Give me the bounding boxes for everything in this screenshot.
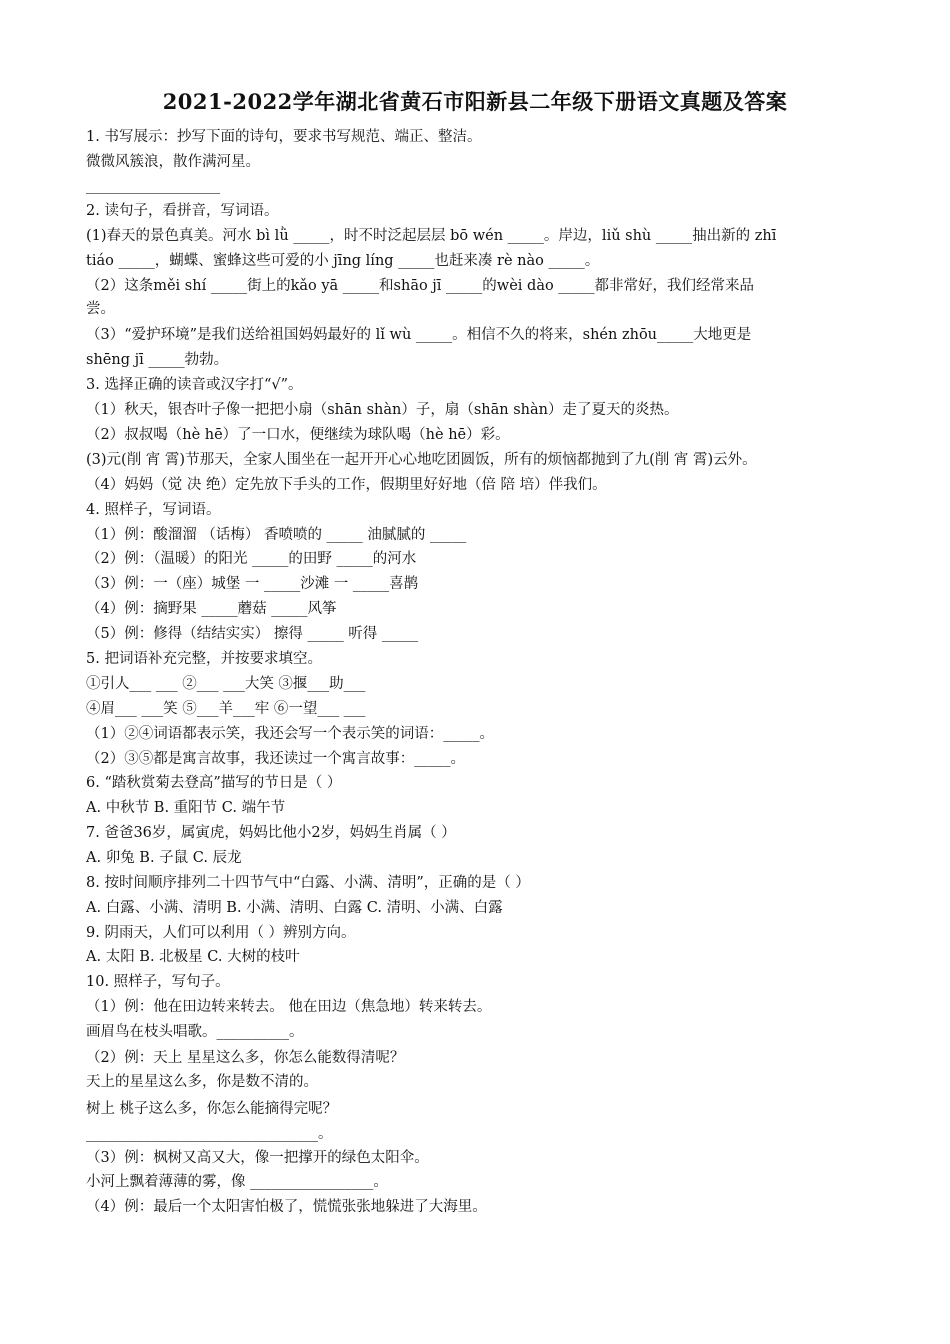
question-text: （1）秋天，银杏叶子像一把把小扇（shān shàn）子，扇（shān shàn）走了夏天的炎热。 (86, 402, 679, 418)
page-title: 2021-2022学年湖北省黄石市阳新县二年级下册语文真题及答案 (162, 89, 788, 114)
question-4: 4. 照样子，写词语。 (86, 502, 221, 518)
question-text: 天上的星星这么多，你是数不清的。 (86, 1074, 318, 1090)
question-5: 5. 把词语补充完整，并按要求填空。 (86, 651, 322, 667)
question-text: （3）“爱护环境”是我们送给祖国妈妈最好的 lǐ wù _____。相信不久的将来，shén zhōu_____大地更是 (86, 327, 752, 343)
answer-options: A. 白露、小满、清明 B. 小满、清明、白露 C. 清明、小满、白露 (86, 900, 503, 916)
question-text: （2）例：（温暖）的阳光 _____的田野 _____的河水 (86, 551, 417, 567)
question-8: 8. 按时间顺序排列二十四节气中“白露、小满、清明”，正确的是（ ） (86, 875, 530, 891)
answer-options: A. 太阳 B. 北极星 C. 大树的枝叶 (86, 949, 300, 965)
question-text: （2）这条měi shí _____街上的kǎo yā _____和shāo jī _____的wèi dào _____都非常好，我们经常来品 (86, 278, 755, 294)
question-1: 1. 书写展示：抄写下面的诗句，要求书写规范、端正、整洁。 (86, 129, 482, 145)
answer-options: A. 中秋节 B. 重阳节 C. 端午节 (86, 800, 286, 816)
question-text: 画眉鸟在枝头唱歌。__________。 (86, 1024, 304, 1040)
question-text: （2）③⑤都是寓言故事，我还读过一个寓言故事：_____。 (86, 751, 465, 767)
question-text: （3）例：枫树又高又大，像一把撑开的绿色太阳伞。 (86, 1150, 429, 1166)
answer-options: A. 卯兔 B. 子鼠 C. 辰龙 (86, 850, 242, 866)
question-text: ①引人___ ___ ②___ ___大笑 ③揠___助___ (86, 676, 366, 692)
question-text: （4）妈妈（觉 决 绝）定先放下手头的工作，假期里好好地（倍 陪 培）伴我们。 (86, 477, 607, 493)
question-9: 9. 阴雨天，人们可以利用（ ）辨别方向。 (86, 925, 356, 941)
poem-line: 微微风簇浪，散作满河星。 (86, 154, 260, 170)
question-text: （5）例：修得（结结实实） 擦得 _____ 听得 _____ (86, 626, 419, 642)
question-text: 树上 桃子这么多，你怎么能摘得完呢？ (86, 1101, 338, 1117)
question-text: （2）例：天上 星星这么多，你怎么能数得清呢？ (86, 1050, 405, 1066)
question-text: （1）例：酸溜溜 （话梅） 香喷喷的 _____ 油腻腻的 _____ (86, 527, 467, 543)
question-3: 3. 选择正确的读音或汉字打“√”。 (86, 377, 303, 393)
question-text: (3)元(削 宵 霄)节那天，全家人围坐在一起开开心心地吃团圆饭，所有的烦恼都抛到了九(削 宵 霄)云外。 (86, 452, 757, 468)
question-10: 10. 照样子，写句子。 (86, 974, 230, 990)
answer-blank: ________________________________。 (86, 1126, 333, 1142)
question-text: （1）例：他在田边转来转去。 他在田边（焦急地）转来转去。 (86, 999, 492, 1015)
question-text: 尝。 (86, 301, 115, 317)
question-text: ④眉___ ___笑 ⑤___羊___牢 ⑥一望___ ___ (86, 701, 366, 717)
question-text: 小河上飘着薄薄的雾，像 _________________。 (86, 1174, 388, 1190)
question-text: （4）例：最后一个太阳害怕极了，慌慌张张地躲进了大海里。 (86, 1199, 487, 1215)
question-6: 6. “踏秋赏菊去登高”描写的节日是（ ） (86, 775, 342, 791)
question-text: (1)春天的景色真美。河水 bì lǜ _____，时不时泛起层层 bō wén _____。岸边，liǔ shù _____抽出新的 zhī (86, 228, 777, 244)
question-text: （2）叔叔喝（hè hē）了一口水，便继续为球队喝（hè hē）彩。 (86, 427, 510, 443)
question-text: （1）②④词语都表示笑，我还会写一个表示笑的词语：_____。 (86, 726, 494, 742)
question-text: （3）例：一（座）城堡 一 _____沙滩 一 _____喜鹊 (86, 576, 419, 592)
question-7: 7. 爸爸36岁，属寅虎，妈妈比他小2岁，妈妈生肖属（ ） (86, 825, 456, 841)
question-text: tiáo _____，蝴蝶、蜜蜂这些可爱的小 jīng líng _____也赶来凑 rè nào _____。 (86, 253, 600, 269)
question-text: （4）例：摘野果 _____蘑菇 _____风筝 (86, 601, 337, 617)
question-text: shēng jī _____勃勃。 (86, 352, 229, 368)
answer-line (86, 193, 220, 194)
question-2: 2. 读句子，看拼音，写词语。 (86, 203, 279, 219)
